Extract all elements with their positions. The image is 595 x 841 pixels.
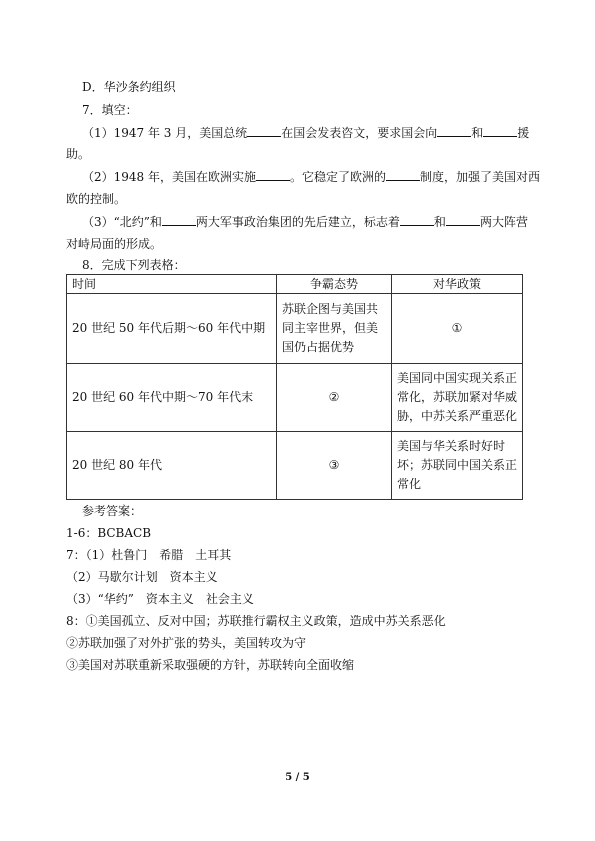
- answers-title: 参考答案：: [82, 504, 143, 518]
- cell-china-policy: 美国同中国实现关系正常化，苏联加紧对华威胁，中苏关系严重恶化: [392, 364, 523, 432]
- cell-period: 20 世纪 50 年代后期～60 年代中期: [67, 294, 277, 364]
- q7-s1-continued: 助。: [66, 147, 91, 161]
- q7-s2-part-c: 制度，加强了美国对西: [420, 170, 541, 184]
- fill-blank: [437, 125, 471, 137]
- policy-table: [66, 274, 523, 500]
- answer-8-2: ②苏联加强了对外扩张的势头，美国转攻为守: [66, 636, 307, 650]
- header-china-policy: 对华政策: [392, 275, 523, 294]
- cell-china-policy: ①: [392, 294, 523, 364]
- cell-period: 20 世纪 80 年代: [67, 432, 277, 500]
- answer-7-3: （3）“华约” 资本主义 社会主义: [66, 592, 254, 606]
- fill-blank: [386, 169, 420, 181]
- q7-s1-part-a: （1）1947 年 3 月，美国总统: [82, 126, 248, 140]
- q7-s1-part-c: 和: [471, 126, 484, 140]
- fill-blank: [483, 125, 517, 137]
- fill-blank: [400, 214, 434, 226]
- q7-s1-part-d: 援: [517, 126, 530, 140]
- q7-title: 7．填空：: [82, 103, 138, 117]
- fill-blank: [247, 125, 281, 137]
- header-time: 时间: [67, 275, 277, 294]
- cell-period: 20 世纪 60 年代中期～70 年代末: [67, 364, 277, 432]
- q7-s3-part-a: （3）“北约”和: [82, 215, 162, 229]
- q7-s3-part-d: 两大阵营: [479, 215, 528, 229]
- cell-rivalry: 苏联企图与美国共同主宰世界，但美国仍占据优势: [277, 294, 392, 364]
- fill-blank: [162, 214, 196, 226]
- q7-s2-part-b: 。它稳定了欧洲的: [290, 170, 387, 184]
- fill-blank: [256, 169, 290, 181]
- answer-8-3: ③美国对苏联重新采取强硬的方针，苏联转向全面收缩: [66, 658, 355, 672]
- table-row: [67, 364, 523, 432]
- answer-1-6: 1-6：BCBACB: [66, 526, 152, 540]
- header-rivalry: 争霸态势: [277, 275, 392, 294]
- q7-s2-continued: 欧的控制。: [66, 192, 127, 206]
- q7-s3-part-c: 和: [433, 215, 446, 229]
- table-row: [67, 432, 523, 500]
- cell-china-policy: 美国与华关系时好时坏；苏联同中国关系正常化: [392, 432, 523, 500]
- answer-7-2: （2）马歇尔计划 资本主义: [66, 570, 218, 584]
- q8-title: 8．完成下列表格：: [82, 258, 186, 272]
- q7-sentence-1: [82, 125, 529, 141]
- q7-sentence-3: [82, 214, 528, 230]
- q7-s3-part-b: 两大军事政治集团的先后建立，标志着: [195, 215, 400, 229]
- page-number: 5 / 5: [285, 772, 310, 783]
- answer-8-1: 8：①美国孤立、反对中国；苏联推行霸权主义政策，造成中苏关系恶化: [66, 614, 446, 628]
- q7-s3-continued: 对峙局面的形成。: [66, 237, 163, 251]
- q6-option-d: D．华沙条约组织: [82, 80, 176, 94]
- q7-s2-part-a: （2）1948 年，美国在欧洲实施: [82, 170, 256, 184]
- answer-7-1: 7：（1）杜鲁门 希腊 土耳其: [66, 548, 232, 562]
- table-header-row: [67, 275, 523, 294]
- fill-blank: [446, 214, 480, 226]
- q7-s1-part-b: 在国会发表咨文，要求国会向: [281, 126, 438, 140]
- cell-rivalry: ③: [277, 432, 392, 500]
- table-row: [67, 294, 523, 364]
- q7-sentence-2: [82, 169, 540, 185]
- cell-rivalry: ②: [277, 364, 392, 432]
